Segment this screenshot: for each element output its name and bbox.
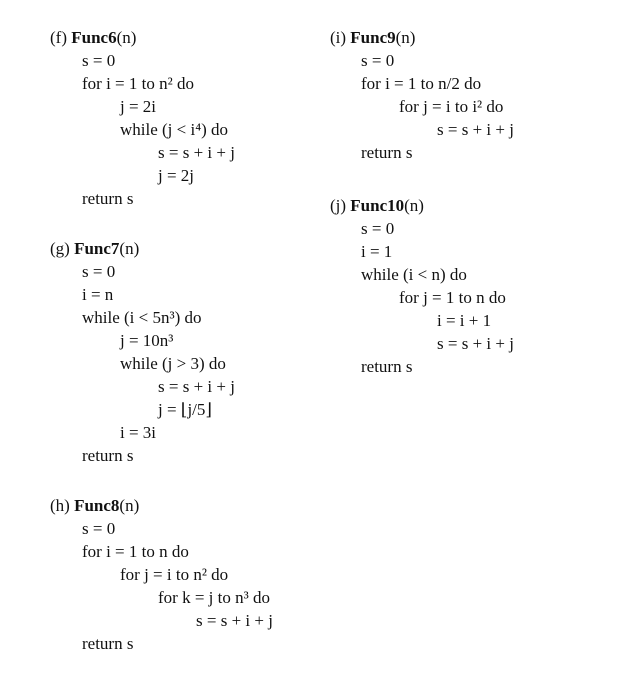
func6-line-2: for i = 1 to n² do <box>82 74 194 93</box>
func8-arg: (n) <box>119 496 140 515</box>
func10-arg: (n) <box>404 196 424 215</box>
func10-header <box>330 196 424 216</box>
func9-label: (i) <box>330 28 347 47</box>
func10-line-4: for j = 1 to n do <box>399 288 506 307</box>
func7-line-3: while (i < 5n³) do <box>82 308 202 327</box>
func6-name: Func6 <box>71 28 117 47</box>
func10-line-5: i = i + 1 <box>437 311 492 330</box>
func9-line-3: for j = i to i² do <box>399 97 504 116</box>
func8-name: Func8 <box>74 496 120 515</box>
func7-header <box>50 239 139 259</box>
func9-name: Func9 <box>350 28 396 47</box>
func9-line-1: s = 0 <box>361 51 395 70</box>
func7-arg: (n) <box>119 239 140 258</box>
func9-header <box>330 28 415 48</box>
func7-line-6: s = s + i + j <box>158 377 235 396</box>
func7-line-9: return s <box>82 446 134 465</box>
func7-name: Func7 <box>74 239 120 258</box>
func7-line-1: s = 0 <box>82 262 116 281</box>
func8-header <box>50 496 139 516</box>
func6-line-7: return s <box>82 189 134 208</box>
func9-arg: (n) <box>395 28 416 47</box>
func8-line-2: for i = 1 to n do <box>82 542 189 561</box>
func6-arg: (n) <box>116 28 137 47</box>
func6-line-1: s = 0 <box>82 51 116 70</box>
func7-label: (g) <box>50 239 70 258</box>
func7-line-7: j = ⌊j/5⌋ <box>158 400 213 419</box>
func8-line-5: s = s + i + j <box>196 611 273 630</box>
func6-label: (f) <box>50 28 67 47</box>
func10-line-3: while (i < n) do <box>361 265 467 284</box>
func8-line-1: s = 0 <box>82 519 116 538</box>
func7-line-5: while (j > 3) do <box>120 354 226 373</box>
func7-line-8: i = 3i <box>120 423 157 442</box>
func10-line-6: s = s + i + j <box>437 334 514 353</box>
func8-line-3: for j = i to n² do <box>120 565 229 584</box>
func10-label: (j) <box>330 196 347 215</box>
func7-line-4: j = 10n³ <box>120 331 174 350</box>
func9-line-4: s = s + i + j <box>437 120 514 139</box>
func10-line-7: return s <box>361 357 413 376</box>
func6-line-6: j = 2j <box>158 166 195 185</box>
func10-line-2: i = 1 <box>361 242 393 261</box>
func10-name: Func10 <box>350 196 405 215</box>
func8-line-4: for k = j to n³ do <box>158 588 270 607</box>
func8-label: (h) <box>50 496 70 515</box>
func10-line-1: s = 0 <box>361 219 395 238</box>
func6-line-4: while (j < i⁴) do <box>120 120 229 139</box>
func6-line-5: s = s + i + j <box>158 143 235 162</box>
func6-header <box>50 28 136 48</box>
func6-line-3: j = 2i <box>120 97 157 116</box>
func7-line-2: i = n <box>82 285 114 304</box>
func9-line-5: return s <box>361 143 413 162</box>
func8-line-6: return s <box>82 634 134 653</box>
func9-line-2: for i = 1 to n/2 do <box>361 74 482 93</box>
